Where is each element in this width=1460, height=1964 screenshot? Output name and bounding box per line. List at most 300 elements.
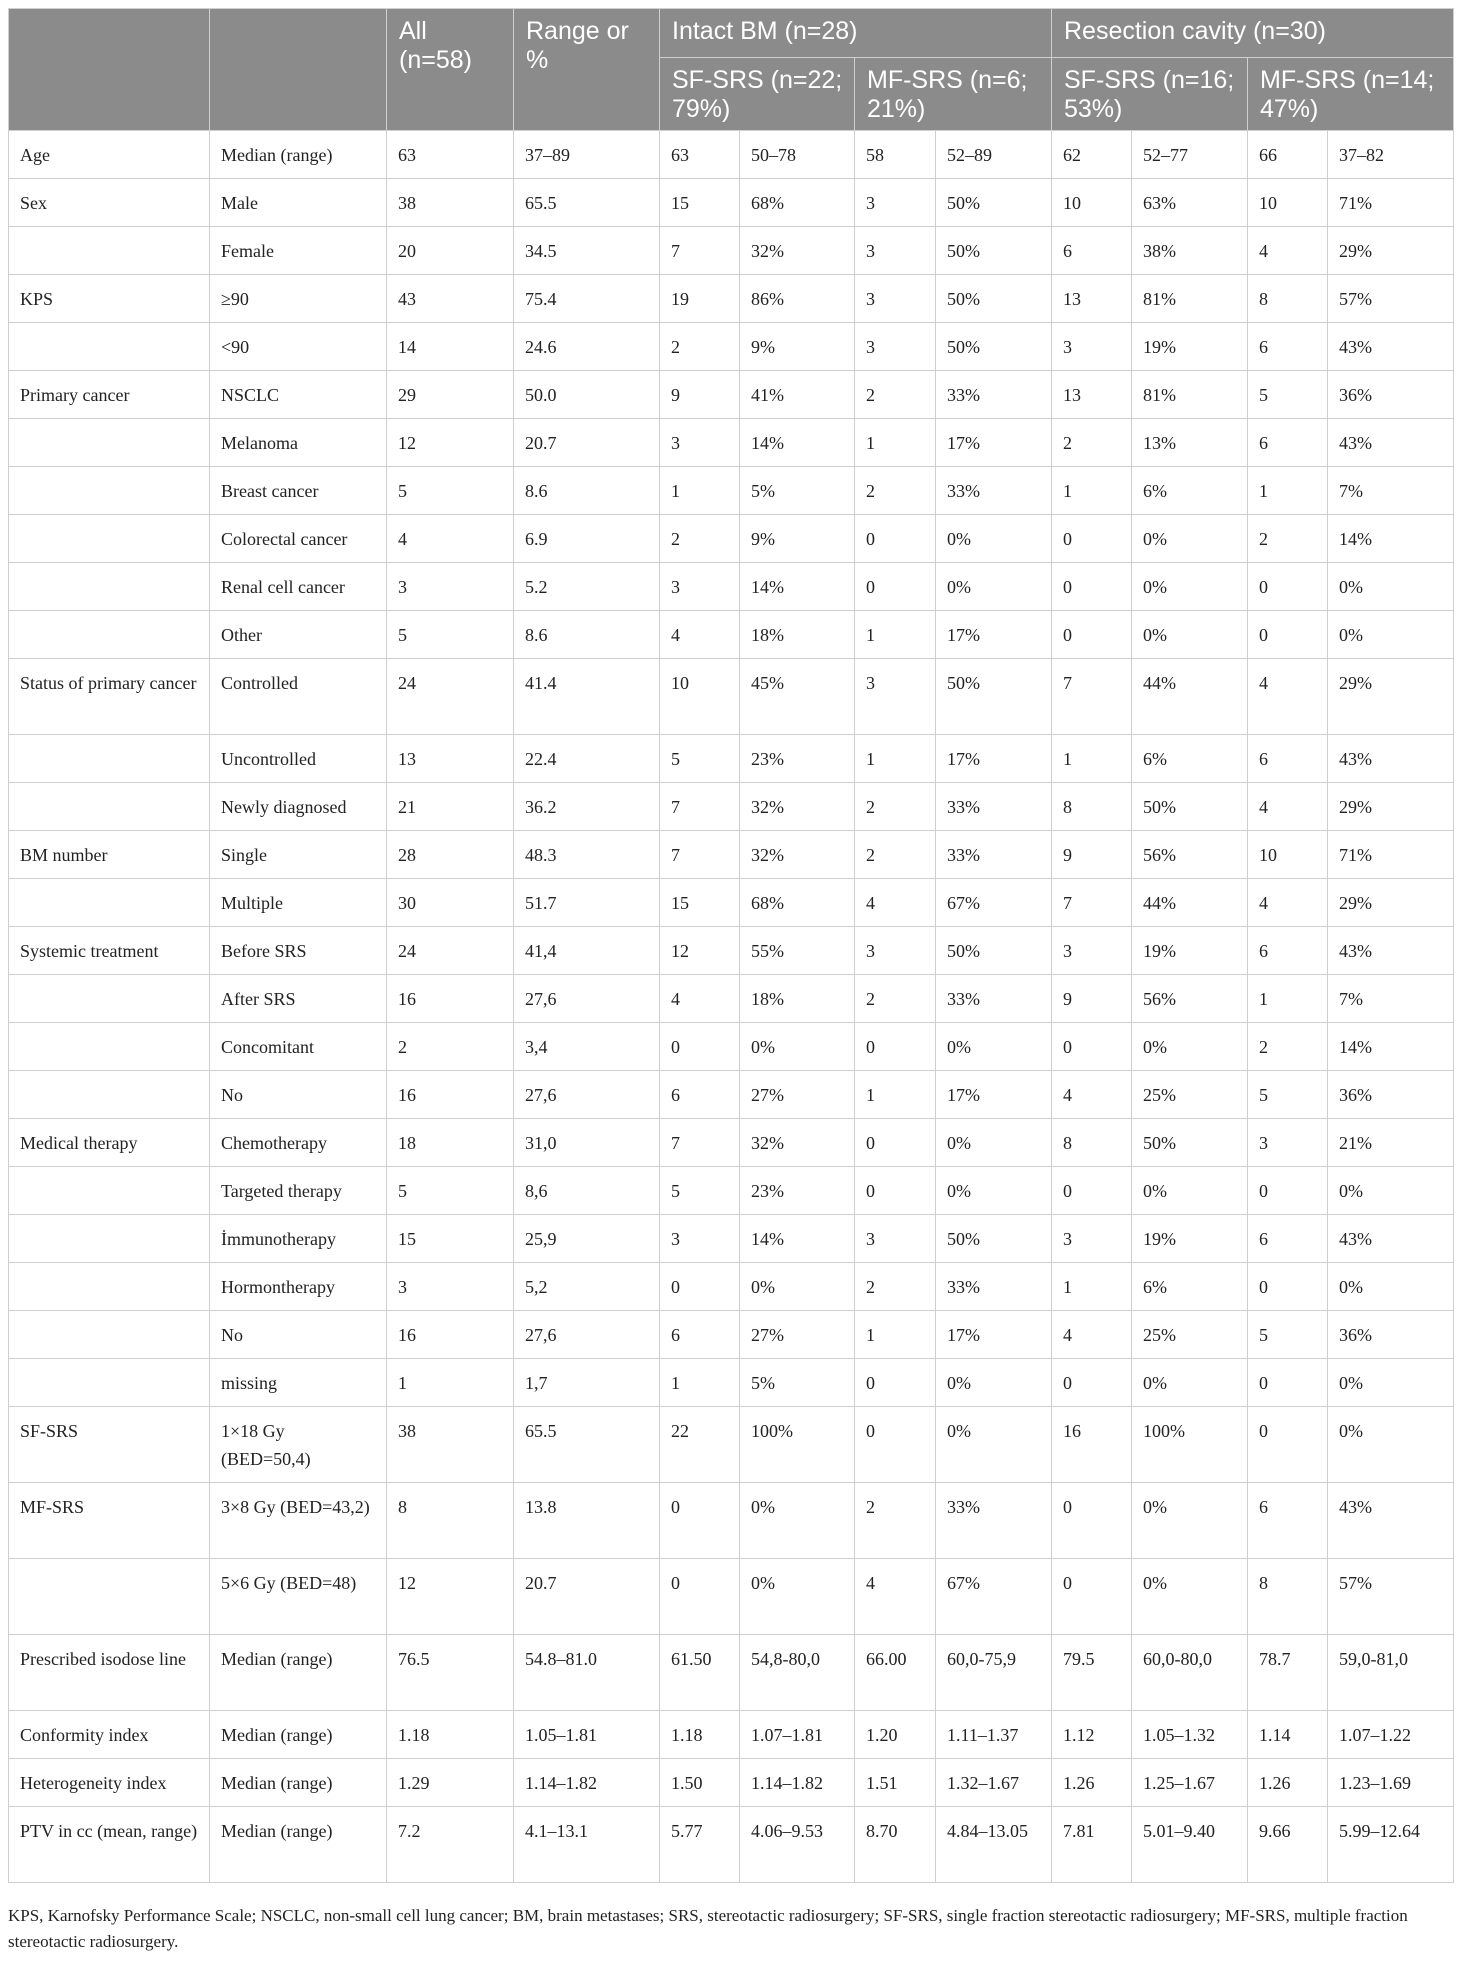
table-cell: 0 [1052,1023,1132,1071]
row-subcategory-cell: Controlled [210,659,387,735]
table-cell: 4 [1052,1071,1132,1119]
table-cell: 4.1–13.1 [514,1807,660,1883]
table-cell: 7.81 [1052,1807,1132,1883]
table-cell: 71% [1328,179,1454,227]
table-cell: 5 [660,1167,740,1215]
table-cell: 10 [1248,179,1328,227]
table-cell: 24 [387,659,514,735]
table-cell: 0% [936,515,1052,563]
table-cell: 14% [1328,1023,1454,1071]
row-subcategory-cell: Single [210,831,387,879]
table-cell: 5 [387,467,514,515]
table-row [9,227,1454,275]
table-row [9,879,1454,927]
table-row [9,611,1454,659]
table-cell: 6 [1248,735,1328,783]
table-container [8,8,1453,1883]
table-cell: 0% [740,1023,855,1071]
table-cell: 8 [1052,1119,1132,1167]
table-cell: 24 [387,927,514,975]
table-cell: 1 [1052,1263,1132,1311]
table-cell: 8 [1248,275,1328,323]
table-cell: 3 [855,659,936,735]
table-cell: 3 [1052,323,1132,371]
table-cell: 50% [936,275,1052,323]
table-cell: 15 [387,1215,514,1263]
table-cell: 67% [936,879,1052,927]
table-cell: 51.7 [514,879,660,927]
table-cell: 0 [1248,1263,1328,1311]
table-cell: 58 [855,131,936,179]
table-cell: 6 [1248,1215,1328,1263]
table-cell: 20 [387,227,514,275]
table-cell: 0% [1132,1483,1248,1559]
table-cell: 3,4 [514,1023,660,1071]
table-cell: 27,6 [514,975,660,1023]
table-cell: 45% [740,659,855,735]
table-cell: 14% [740,563,855,611]
table-cell: 4 [1248,227,1328,275]
table-cell: 65.5 [514,1407,660,1483]
table-row [9,1711,1454,1759]
row-subcategory-cell: missing [210,1359,387,1407]
table-cell: 4 [660,975,740,1023]
table-cell: 1 [855,735,936,783]
table-cell: 2 [660,323,740,371]
row-category-cell [9,611,210,659]
row-category-cell [9,879,210,927]
table-cell: 25% [1132,1311,1248,1359]
row-category-cell: Medical therapy [9,1119,210,1167]
table-cell: 1.29 [387,1759,514,1807]
table-cell: 7% [1328,975,1454,1023]
table-cell: 0 [1248,563,1328,611]
table-cell: 3 [855,179,936,227]
table-cell: 7 [1052,659,1132,735]
table-cell: 1 [1052,467,1132,515]
table-cell: 7% [1328,467,1454,515]
table-cell: 0 [660,1263,740,1311]
table-cell: 0% [936,1167,1052,1215]
row-subcategory-cell: Melanoma [210,419,387,467]
table-cell: 1 [1248,975,1328,1023]
table-cell: 29% [1328,879,1454,927]
table-cell: 6 [1248,927,1328,975]
header-resection-cavity: Resection cavity (n=30) [1052,9,1454,58]
row-category-cell [9,323,210,371]
table-cell: 100% [1132,1407,1248,1483]
table-cell: 1.20 [855,1711,936,1759]
table-row [9,1263,1454,1311]
table-cell: 29% [1328,783,1454,831]
table-cell: 41% [740,371,855,419]
table-cell: 0% [936,563,1052,611]
table-cell: 52–77 [1132,131,1248,179]
table-cell: 28 [387,831,514,879]
table-cell: 57% [1328,275,1454,323]
table-row [9,927,1454,975]
table-row [9,1559,1454,1635]
row-subcategory-cell: Hormontherapy [210,1263,387,1311]
row-subcategory-cell: Median (range) [210,131,387,179]
table-cell: 18 [387,1119,514,1167]
table-header [9,9,1454,131]
table-cell: 7.2 [387,1807,514,1883]
row-subcategory-cell: Median (range) [210,1759,387,1807]
table-cell: 33% [936,467,1052,515]
table-cell: 14% [740,1215,855,1263]
table-cell: 8 [1248,1559,1328,1635]
table-cell: 5,2 [514,1263,660,1311]
table-cell: 19% [1132,927,1248,975]
table-cell: 0% [1328,1167,1454,1215]
table-cell: 6 [1052,227,1132,275]
table-cell: 4 [1248,879,1328,927]
row-category-cell: PTV in cc (mean, range) [9,1807,210,1883]
table-cell: 0% [936,1023,1052,1071]
header-all: All (n=58) [387,9,514,131]
table-cell: 9 [1052,975,1132,1023]
table-row [9,783,1454,831]
table-cell: 3 [855,323,936,371]
table-cell: 50% [1132,783,1248,831]
table-row [9,831,1454,879]
table-cell: 9% [740,515,855,563]
table-cell: 0% [1132,1167,1248,1215]
patient-characteristics-table [8,8,1454,1883]
table-cell: 3 [855,275,936,323]
table-cell: 0% [1132,563,1248,611]
table-cell: 13% [1132,419,1248,467]
table-cell: 1.05–1.81 [514,1711,660,1759]
row-category-cell [9,1311,210,1359]
table-cell: 13.8 [514,1483,660,1559]
table-cell: 0 [1052,1483,1132,1559]
table-cell: 27% [740,1311,855,1359]
row-subcategory-cell: Breast cancer [210,467,387,515]
table-cell: 2 [855,371,936,419]
row-category-cell [9,1263,210,1311]
table-cell: 13 [1052,371,1132,419]
table-cell: 7 [1052,879,1132,927]
table-row [9,1215,1454,1263]
table-cell: 18% [740,611,855,659]
table-cell: 8,6 [514,1167,660,1215]
table-cell: 60,0-75,9 [936,1635,1052,1711]
row-subcategory-cell: Newly diagnosed [210,783,387,831]
table-cell: 29% [1328,227,1454,275]
table-row [9,1359,1454,1407]
table-cell: 0 [1248,1359,1328,1407]
table-row [9,1071,1454,1119]
table-cell: 0 [1052,515,1132,563]
row-category-cell: MF-SRS [9,1483,210,1559]
table-cell: 50% [936,1215,1052,1263]
table-cell: 5 [387,1167,514,1215]
table-row [9,975,1454,1023]
row-category-cell [9,1023,210,1071]
table-cell: 37–89 [514,131,660,179]
table-cell: 5.01–9.40 [1132,1807,1248,1883]
table-cell: 65.5 [514,179,660,227]
row-category-cell [9,419,210,467]
table-cell: 43 [387,275,514,323]
table-cell: 15 [660,179,740,227]
table-cell: 0% [1132,611,1248,659]
table-cell: 52–89 [936,131,1052,179]
table-row [9,1119,1454,1167]
table-cell: 0% [1328,563,1454,611]
table-cell: 14% [740,419,855,467]
table-cell: 50–78 [740,131,855,179]
table-cell: 0 [1052,1559,1132,1635]
row-subcategory-cell: Chemotherapy [210,1119,387,1167]
header-intact-bm: Intact BM (n=28) [660,9,1052,58]
row-subcategory-cell: Uncontrolled [210,735,387,783]
table-cell: 4 [387,515,514,563]
table-cell: 15 [660,879,740,927]
table-cell: 12 [387,1559,514,1635]
row-subcategory-cell: Male [210,179,387,227]
table-cell: 8.6 [514,467,660,515]
table-cell: 19% [1132,1215,1248,1263]
table-cell: 38% [1132,227,1248,275]
table-row [9,371,1454,419]
table-cell: 21% [1328,1119,1454,1167]
table-body [9,131,1454,1883]
table-cell: 4 [1052,1311,1132,1359]
table-cell: 68% [740,179,855,227]
table-cell: 59,0-81,0 [1328,1635,1454,1711]
table-cell: 1.18 [387,1711,514,1759]
row-category-cell [9,515,210,563]
header-intact-sf-srs: SF-SRS (n=22; 79%) [660,58,855,131]
table-cell: 32% [740,831,855,879]
table-row [9,1167,1454,1215]
row-category-cell [9,227,210,275]
table-cell: 43% [1328,927,1454,975]
table-cell: 36% [1328,371,1454,419]
table-row [9,1311,1454,1359]
table-cell: 19% [1132,323,1248,371]
table-cell: 1 [387,1359,514,1407]
table-cell: 3 [1248,1119,1328,1167]
table-cell: 10 [1248,831,1328,879]
table-cell: 0 [855,515,936,563]
table-cell: 63 [387,131,514,179]
row-subcategory-cell: İmmunotherapy [210,1215,387,1263]
table-cell: 2 [855,1263,936,1311]
table-cell: 6 [1248,419,1328,467]
table-cell: 4 [1248,659,1328,735]
table-cell: 50% [936,659,1052,735]
table-cell: 36.2 [514,783,660,831]
table-cell: 3 [660,1215,740,1263]
table-row [9,467,1454,515]
row-category-cell [9,735,210,783]
table-cell: 31,0 [514,1119,660,1167]
table-cell: 4.84–13.05 [936,1807,1052,1883]
table-cell: 6% [1132,735,1248,783]
table-cell: 0 [660,1483,740,1559]
table-row [9,323,1454,371]
table-cell: 50% [936,323,1052,371]
table-cell: 8.70 [855,1807,936,1883]
table-cell: 13 [387,735,514,783]
table-cell: 5% [740,467,855,515]
table-row [9,659,1454,735]
table-cell: 29 [387,371,514,419]
table-cell: 75.4 [514,275,660,323]
table-cell: 5.99–12.64 [1328,1807,1454,1883]
table-cell: 0% [1328,1407,1454,1483]
row-subcategory-cell: Before SRS [210,927,387,975]
table-cell: 1 [660,467,740,515]
row-subcategory-cell: 5×6 Gy (BED=48) [210,1559,387,1635]
table-cell: 19 [660,275,740,323]
table-cell: 1.25–1.67 [1132,1759,1248,1807]
table-cell: 50% [1132,1119,1248,1167]
table-cell: 23% [740,735,855,783]
table-cell: 1.12 [1052,1711,1132,1759]
row-subcategory-cell: NSCLC [210,371,387,419]
table-cell: 44% [1132,659,1248,735]
table-cell: 81% [1132,371,1248,419]
table-cell: 25% [1132,1071,1248,1119]
table-cell: 38 [387,1407,514,1483]
table-cell: 1.51 [855,1759,936,1807]
table-cell: 0 [855,563,936,611]
table-cell: 76.5 [387,1635,514,1711]
table-cell: 33% [936,783,1052,831]
row-subcategory-cell: <90 [210,323,387,371]
table-cell: 0% [1328,1359,1454,1407]
table-cell: 5 [387,611,514,659]
table-cell: 1.50 [660,1759,740,1807]
table-cell: 17% [936,1071,1052,1119]
row-subcategory-cell: Median (range) [210,1711,387,1759]
table-cell: 57% [1328,1559,1454,1635]
table-row [9,275,1454,323]
table-cell: 16 [387,1071,514,1119]
table-cell: 0% [740,1483,855,1559]
table-cell: 4 [1248,783,1328,831]
row-subcategory-cell: Female [210,227,387,275]
table-row [9,179,1454,227]
table-cell: 61.50 [660,1635,740,1711]
table-cell: 33% [936,1263,1052,1311]
table-cell: 56% [1132,831,1248,879]
table-cell: 17% [936,611,1052,659]
row-subcategory-cell: Colorectal cancer [210,515,387,563]
table-cell: 1.14–1.82 [514,1759,660,1807]
row-category-cell [9,1359,210,1407]
table-cell: 23% [740,1167,855,1215]
table-cell: 0 [855,1359,936,1407]
table-row [9,1483,1454,1559]
table-cell: 66 [1248,131,1328,179]
row-subcategory-cell: 3×8 Gy (BED=43,2) [210,1483,387,1559]
table-cell: 48.3 [514,831,660,879]
table-cell: 5.77 [660,1807,740,1883]
table-cell: 3 [387,563,514,611]
table-cell: 1 [855,419,936,467]
table-cell: 7 [660,831,740,879]
table-cell: 1 [1248,467,1328,515]
header-cavity-mf-srs: MF-SRS (n=14; 47%) [1248,58,1454,131]
table-cell: 2 [855,1483,936,1559]
table-cell: 6 [660,1311,740,1359]
table-cell: 12 [660,927,740,975]
table-cell: 1 [855,1311,936,1359]
table-cell: 79.5 [1052,1635,1132,1711]
header-intact-mf-srs: MF-SRS (n=6; 21%) [855,58,1052,131]
row-category-cell [9,1167,210,1215]
row-subcategory-cell: Multiple [210,879,387,927]
table-cell: 2 [855,783,936,831]
table-cell: 0% [740,1559,855,1635]
table-cell: 33% [936,831,1052,879]
row-category-cell: KPS [9,275,210,323]
table-cell: 56% [1132,975,1248,1023]
table-cell: 66.00 [855,1635,936,1711]
table-cell: 50.0 [514,371,660,419]
row-subcategory-cell: After SRS [210,975,387,1023]
table-cell: 0 [660,1559,740,1635]
table-cell: 2 [1248,1023,1328,1071]
header-blank-1 [9,9,210,131]
table-cell: 9 [1052,831,1132,879]
table-cell: 0 [1248,1167,1328,1215]
table-cell: 1.26 [1052,1759,1132,1807]
table-cell: 33% [936,975,1052,1023]
table-cell: 27,6 [514,1071,660,1119]
row-subcategory-cell: No [210,1311,387,1359]
table-cell: 25,9 [514,1215,660,1263]
table-cell: 50% [936,179,1052,227]
table-cell: 3 [855,1215,936,1263]
table-cell: 71% [1328,831,1454,879]
table-cell: 4 [855,1559,936,1635]
row-category-cell [9,1559,210,1635]
row-category-cell: Conformity index [9,1711,210,1759]
table-cell: 38 [387,179,514,227]
row-category-cell: Systemic treatment [9,927,210,975]
table-cell: 1,7 [514,1359,660,1407]
table-row [9,563,1454,611]
header-blank-2 [210,9,387,131]
table-cell: 6% [1132,1263,1248,1311]
table-cell: 22.4 [514,735,660,783]
table-cell: 3 [387,1263,514,1311]
table-cell: 36% [1328,1071,1454,1119]
table-cell: 50% [936,227,1052,275]
table-cell: 3 [1052,1215,1132,1263]
table-row [9,419,1454,467]
table-cell: 5.2 [514,563,660,611]
table-cell: 50% [936,927,1052,975]
table-cell: 0 [1052,611,1132,659]
row-subcategory-cell: Targeted therapy [210,1167,387,1215]
table-cell: 0 [660,1023,740,1071]
table-cell: 7 [660,783,740,831]
table-cell: 43% [1328,735,1454,783]
table-cell: 43% [1328,323,1454,371]
table-cell: 0 [855,1119,936,1167]
table-cell: 9.66 [1248,1807,1328,1883]
row-subcategory-cell: 1×18 Gy (BED=50,4) [210,1407,387,1483]
table-row [9,1635,1454,1711]
